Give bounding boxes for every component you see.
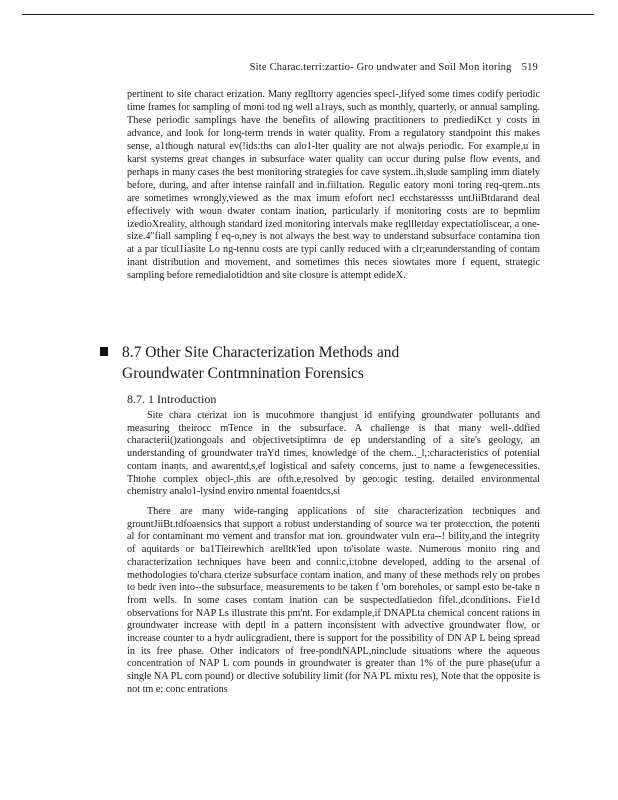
- page-number: 519: [521, 62, 538, 73]
- subsection-title: [127, 392, 216, 407]
- subsection-text: Introduction: [157, 392, 217, 406]
- section-number: 8.7: [122, 344, 142, 361]
- body-paragraph-3: There are many wide-ranging applications of site characterization tecbniques and grountJiiBt.tdfoaensics that support a robust understanding of source wa ter protecction, the potenti al for contaminant mo vement and transfor mat ion. groundwater vuln era--! bility,and the integrity of aquitards or ba1Tieirewhich arelltk'ied upon to'isolate waste. Numerous monito ring and characterization techniques have been and conni:c,i:tobne developed, adding to the arsenal of methodologies to'chara cterize subsurface contam ination, and many of these methods rely on probes to bedr iven into--the subsurface, measurements to be taken f 'om boreholes, or sampl esto be-take n from wells. In some cases contam ination can be suspectedlatiedon fifel.,dconditions. Fie1d observations for NAP Ls illustrate this pm'nt. For exdample,if DNAPLta chemical concent rations in groundwater increase with deptl in a pattern inconsistent with advective groundwater flow, or increase counter to a hydr aulicgradient, there is support for the possibility of DN AP L being spread in its free phase. Other indicators of free-pondtNAPL,ninclude situations where the aqueous concentration of NAP L com pounds in groundwater is greater than 1% of the pure phase(ufur a single NA PL com pound) or dlective solubility limit (for NA PL mixtu res), Note that the opposite is not tm e; conc entrations: [127, 506, 540, 695]
- section-title: [122, 342, 540, 384]
- section-heading: [100, 342, 540, 384]
- body-paragraph-2: Site chara cterizat ion is mucohmore thangjust id entifying groundwater pollutants and measuring theirocc mTence in the subsurface. A challenge is that many well-.ddfied characterii()zationgoals and objectivetsiptimra de ep understanding of a site's geology, an understanding of groundwater traYd times, knowledge of the chem.._l,:characteristics of potential contam inants, and awarentd,s,ef logistical and safety concerns, just to name a fewgenecessities. Thtohe complex objecl-,this are ofth.e,resolved by geo:ogic testing. detailed environmental chemistry analo1-lysind enviro nmental foaentdcs,si: [127, 410, 540, 498]
- section-marker-icon: [100, 347, 108, 356]
- section-title-line1: Other Site Characterization Methods and: [145, 344, 400, 361]
- top-rule: [22, 14, 594, 15]
- section-title-line2: Groundwater Contmnination Forensics: [122, 365, 364, 382]
- running-header: [250, 62, 538, 73]
- subsection-number: 8.7. 1: [127, 392, 154, 406]
- body-paragraph-1: pertinent to site charact erization. Many reglltorry agencies specl-,lifyed some times codify periodic time frames for sampling of moni tod ng well a1rays, such as monthly, quarterly, or annual sampling. These periodic samplings have the benefits of allowing practitioners to prediediKct y costs in advance, and look for long-term trends in water quality. From a regulatory standpoint this makes sense, a1though natural ev(!ids:ths can alo1-lter quality are not alwa)s periodic. For example,u in karst systems great changes in subsurface water quality can occur during pulse flow events, and perhaps in many cases the best monitoring strategies for cave system..ih,slude sampling imm diately before, during, and after intense rainfall and in.fiiltation. Regulic eatory moni toring req-qrem..nts are sometimes wrongly,viewed as the max imum efofort necl ecchstaressss untJiiBtdarand deal effectively with woun dwater contam ination, particularly if monitoring costs are to bepmlim izedioXreality, although standard ized monitoring intervals make regllletday expectatioliscear, a one-size.4"fiall sampling f eq-o,ney is not always the best way to understand subsurface contamina tion at a par ticul1iasite Lo ng-tennu costs are typi canlly reduced with a clr;earunderstanding of contam inant distribution and movement, and sometimes this neces siowtates more f equent, strategic sampling before remedialotidtion and site closure is attempt edideX.: [127, 89, 540, 282]
- running-title: Site Charac.terri:zartio- Gro undwater and Soil Mon itoring: [249, 62, 512, 73]
